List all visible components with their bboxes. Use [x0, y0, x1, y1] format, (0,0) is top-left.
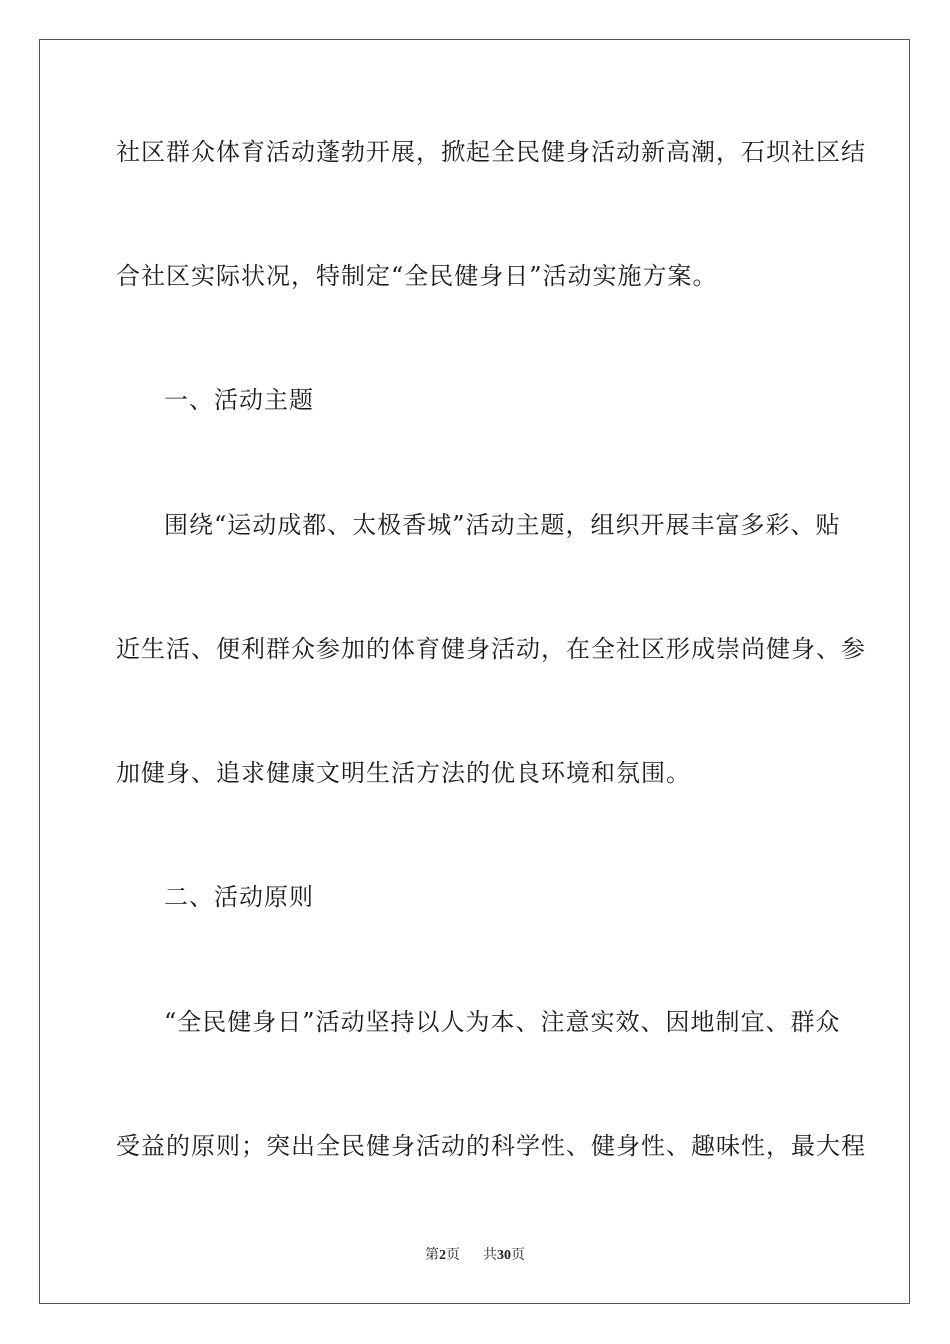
page-footer	[0, 1246, 950, 1265]
page-border	[39, 39, 910, 1304]
section-heading-1: 一、活动主题	[164, 386, 314, 414]
paragraph-line-6: “全民健身日”活动坚持以人为本、注意实效、因地制宜、群众	[164, 1008, 841, 1036]
paragraph-line-2: 合社区实际状况，特制定“全民健身日”活动实施方案。	[116, 262, 718, 290]
footer-total-suffix: 页	[510, 1247, 525, 1263]
footer-page-number: 2	[439, 1248, 447, 1263]
paragraph-line-7: 受益的原则；突出全民健身活动的科学性、健身性、趣味性，最大程	[116, 1132, 866, 1160]
paragraph-line-3: 围绕“运动成都、太极香城”活动主题，组织开展丰富多彩、贴	[164, 511, 841, 539]
paragraph-line-4: 近生活、便利群众参加的体育健身活动，在全社区形成崇尚健身、参	[116, 635, 866, 663]
section-heading-2: 二、活动原则	[164, 883, 314, 911]
footer-page-prefix: 第	[425, 1247, 440, 1263]
footer-total-pages: 30	[496, 1248, 511, 1263]
footer-total-prefix: 共	[482, 1247, 497, 1263]
paragraph-line-1: 社区群众体育活动蓬勃开展，掀起全民健身活动新高潮，石坝社区结	[116, 138, 866, 166]
paragraph-line-5: 加健身、追求健康文明生活方法的优良环境和氛围。	[116, 759, 691, 787]
footer-page-suffix: 页	[446, 1247, 461, 1263]
